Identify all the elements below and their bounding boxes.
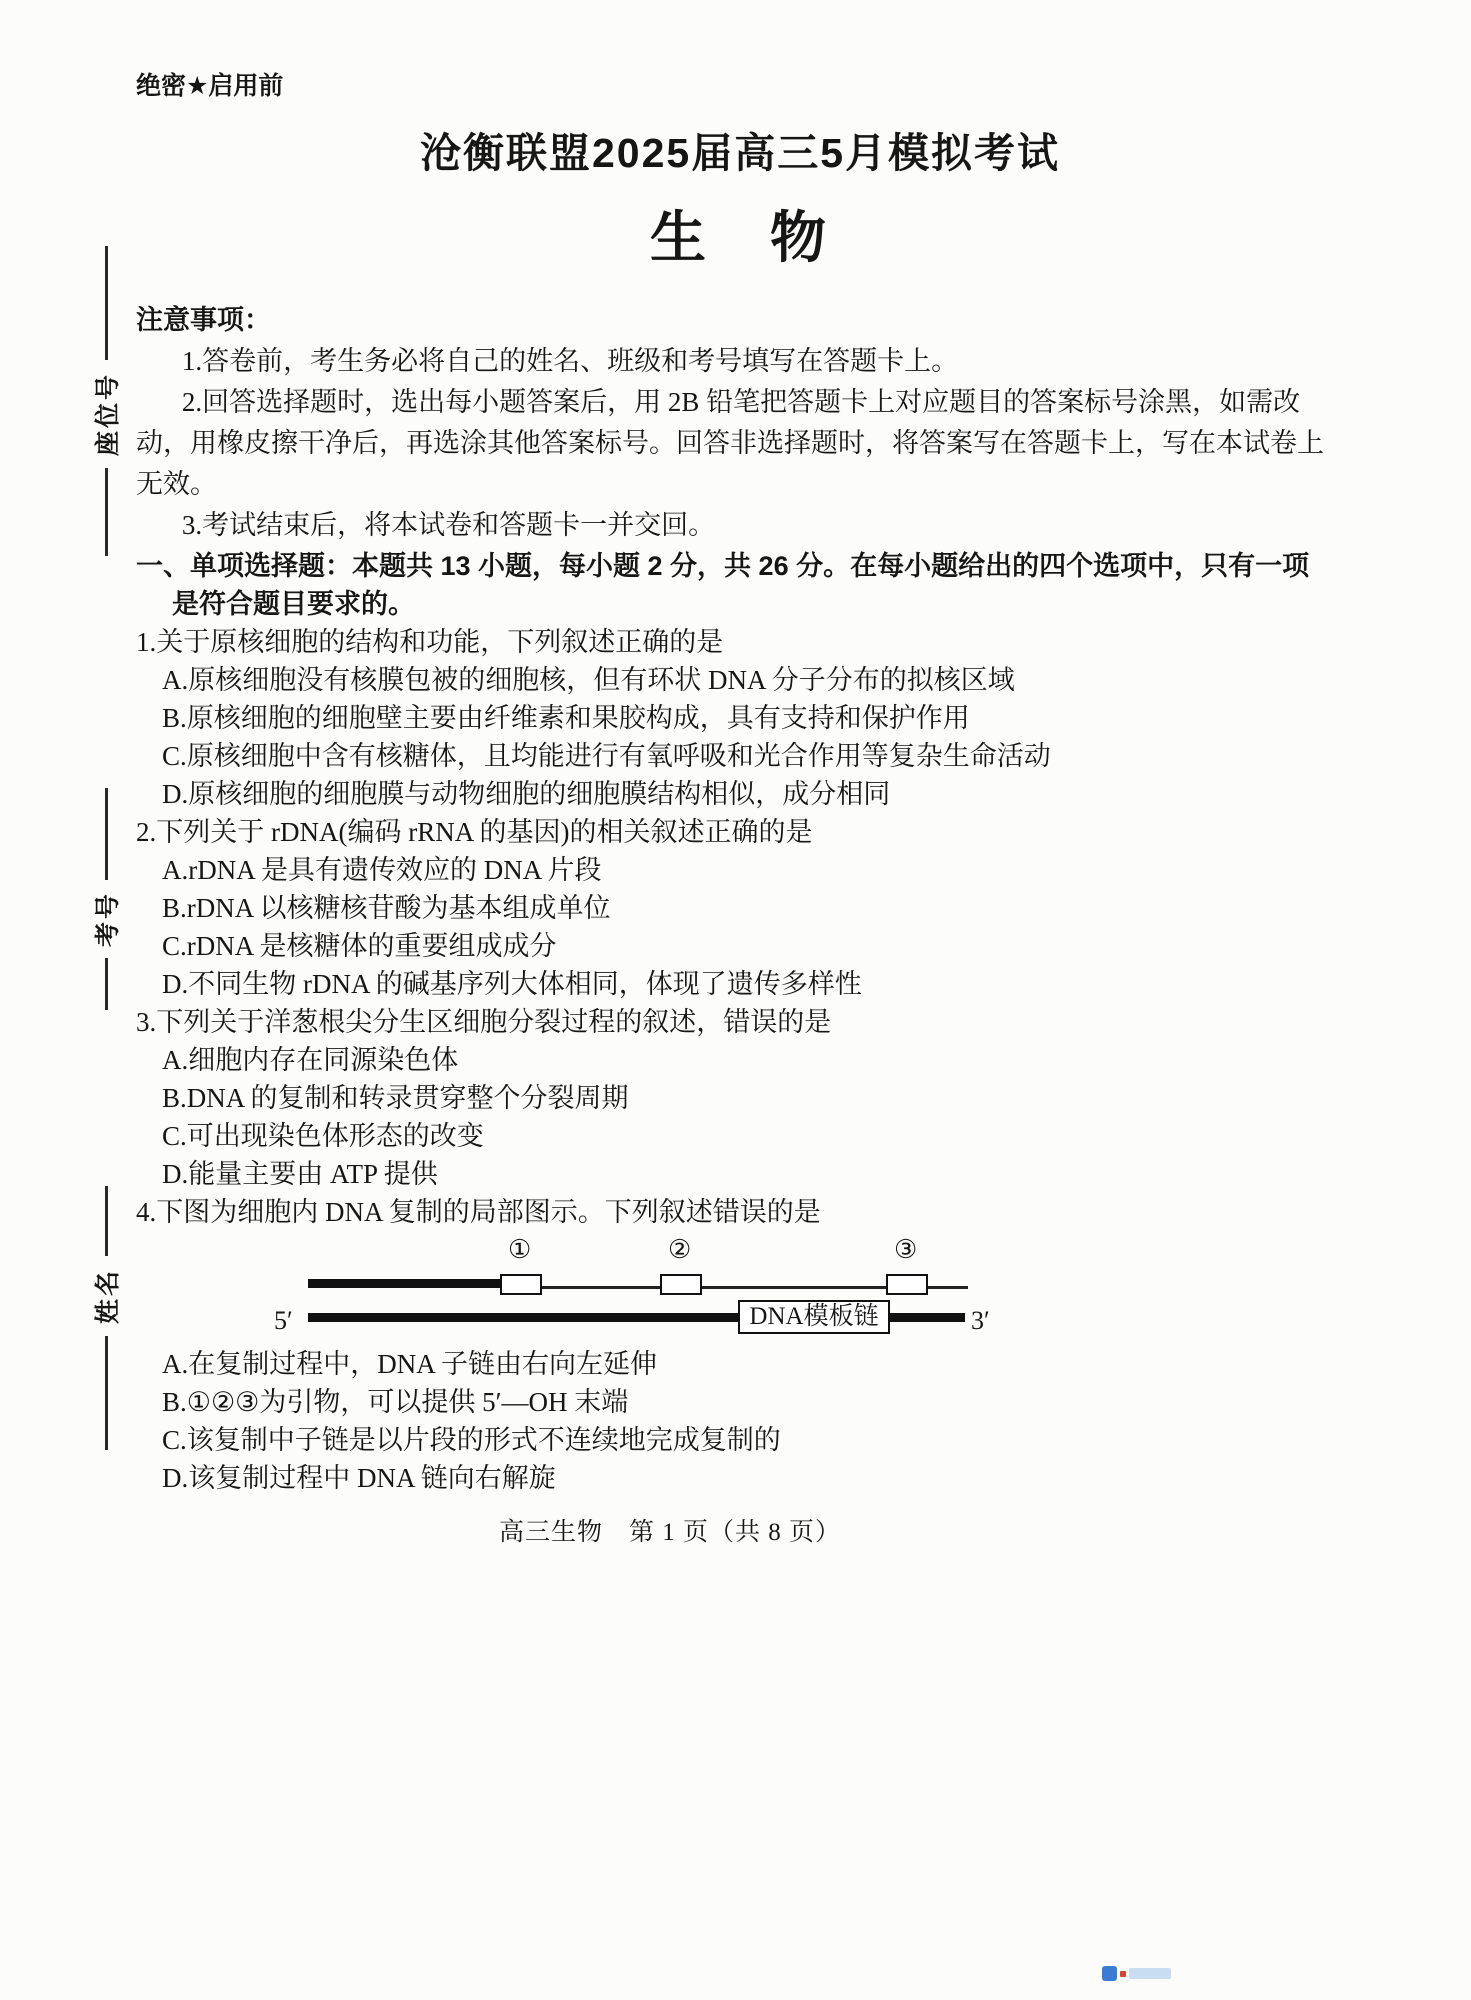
question-option: C.rDNA 是核糖体的重要组成成分 xyxy=(162,931,557,961)
section-heading-continued: 是符合题目要求的。 xyxy=(172,589,415,619)
question-2 xyxy=(136,813,1348,1003)
question-option: A.细胞内存在同源染色体 xyxy=(162,1045,459,1075)
question-option: B.rDNA 以核糖核苷酸为基本组成单位 xyxy=(162,893,611,923)
primer-number-3: ③ xyxy=(894,1235,918,1264)
question-option: A.rDNA 是具有遗传效应的 DNA 片段 xyxy=(162,855,602,885)
question-option: D.原核细胞的细胞膜与动物细胞的细胞膜结构相似，成分相同 xyxy=(162,779,891,809)
seat-number-label-text: 座位号 xyxy=(94,371,123,457)
binding-line xyxy=(105,1336,108,1450)
primer-box-2 xyxy=(660,1274,702,1295)
question-option: D.能量主要由 ATP 提供 xyxy=(162,1159,438,1189)
security-marking: 绝密★启用前 xyxy=(136,72,284,100)
watermark-bar-icon xyxy=(1129,1968,1171,1979)
question-4 xyxy=(136,1193,1348,1497)
five-prime-label: 5′ xyxy=(274,1306,293,1335)
question-3 xyxy=(136,1003,1348,1193)
question-option: D.不同生物 rDNA 的碱基序列大体相同，体现了遗传多样性 xyxy=(162,969,862,999)
primer-box-1 xyxy=(500,1274,542,1295)
question-stem: 1.关于原核细胞的结构和功能，下列叙述正确的是 xyxy=(136,627,724,657)
notice-heading: 注意事项： xyxy=(136,305,271,335)
seat-number-label xyxy=(93,368,123,460)
question-option: B.DNA 的复制和转录贯穿整个分裂周期 xyxy=(162,1083,629,1113)
question-option: A.原核细胞没有核膜包被的细胞核，但有环状 DNA 分子分布的拟核区域 xyxy=(162,665,1015,695)
watermark-square-icon xyxy=(1102,1966,1117,1981)
question-option: D.该复制过程中 DNA 链向右解旋 xyxy=(162,1463,556,1493)
margin-exam-number-block xyxy=(93,788,123,1010)
template-strand-label: DNA模板链 xyxy=(738,1300,890,1334)
name-label xyxy=(93,1264,123,1328)
question-option: C.原核细胞中含有核糖体，且均能进行有氧呼吸和光合作用等复杂生命活动 xyxy=(162,741,1051,771)
question-stem: 3.下列关于洋葱根尖分生区细胞分裂过程的叙述，错误的是 xyxy=(136,1007,832,1037)
primer-number-1: ① xyxy=(508,1235,532,1264)
notice-item: 3.考试结束后，将本试卷和答题卡一并交回。 xyxy=(181,510,716,540)
nascent-strand-bar xyxy=(308,1279,502,1288)
notice-section xyxy=(136,300,1348,546)
notice-item: 1.答卷前，考生务必将自己的姓名、班级和考号填写在答题卡上。 xyxy=(181,346,959,376)
exam-title: 沧衡联盟2025届高三5月模拟考试 xyxy=(419,130,1060,176)
subject-title: 生 物 xyxy=(650,206,830,269)
binding-line xyxy=(105,246,108,360)
binding-line xyxy=(105,958,108,1010)
question-option: B.①②③为引物，可以提供 5′—OH 末端 xyxy=(162,1387,629,1417)
name-label-text: 姓名 xyxy=(94,1267,123,1325)
three-prime-label: 3′ xyxy=(971,1306,990,1335)
binding-line xyxy=(105,788,108,880)
notice-item: 2.回答选择题时，选出每小题答案后，用 2B 铅笔把答题卡上对应题目的答案标号涂黑，如需改动，用橡皮擦干净后，再选涂其他答案标号。回答非选择题时，将答案写在答题卡上，写在本试卷上无效。 xyxy=(136,387,1324,499)
question-option: C.可出现染色体形态的改变 xyxy=(162,1121,484,1151)
question-option: B.原核细胞的细胞壁主要由纤维素和果胶构成，具有支持和保护作用 xyxy=(162,703,970,733)
dna-replication-diagram xyxy=(274,1235,990,1339)
question-stem: 2.下列关于 rDNA(编码 rRNA 的基因)的相关叙述正确的是 xyxy=(136,817,813,847)
question-option: C.该复制中子链是以片段的形式不连续地完成复制的 xyxy=(162,1425,781,1455)
question-area xyxy=(136,547,1348,1497)
section-heading: 一、单项选择题：本题共 13 小题，每小题 2 分，共 26 分。在每小题给出的四个选项中，只有一项 xyxy=(136,551,1310,581)
watermark-dot-icon xyxy=(1120,1971,1126,1977)
binding-line xyxy=(105,468,108,556)
question-stem: 4.下图为细胞内 DNA 复制的局部图示。下列叙述错误的是 xyxy=(136,1197,821,1227)
primer-box-3 xyxy=(886,1274,928,1295)
margin-seat-number-block xyxy=(93,246,123,556)
question-1 xyxy=(136,623,1348,813)
binding-line xyxy=(105,1186,108,1256)
question-option: A.在复制过程中，DNA 子链由右向左延伸 xyxy=(162,1349,658,1379)
primer-number-2: ② xyxy=(668,1235,692,1264)
corner-watermark-icon xyxy=(1102,1966,1171,1981)
exam-number-label-text: 考号 xyxy=(94,890,123,948)
exam-number-label xyxy=(93,888,123,950)
margin-name-block xyxy=(93,1186,123,1450)
footer-page-info: 高三生物 第 1 页（共 8 页） xyxy=(498,1519,841,1546)
